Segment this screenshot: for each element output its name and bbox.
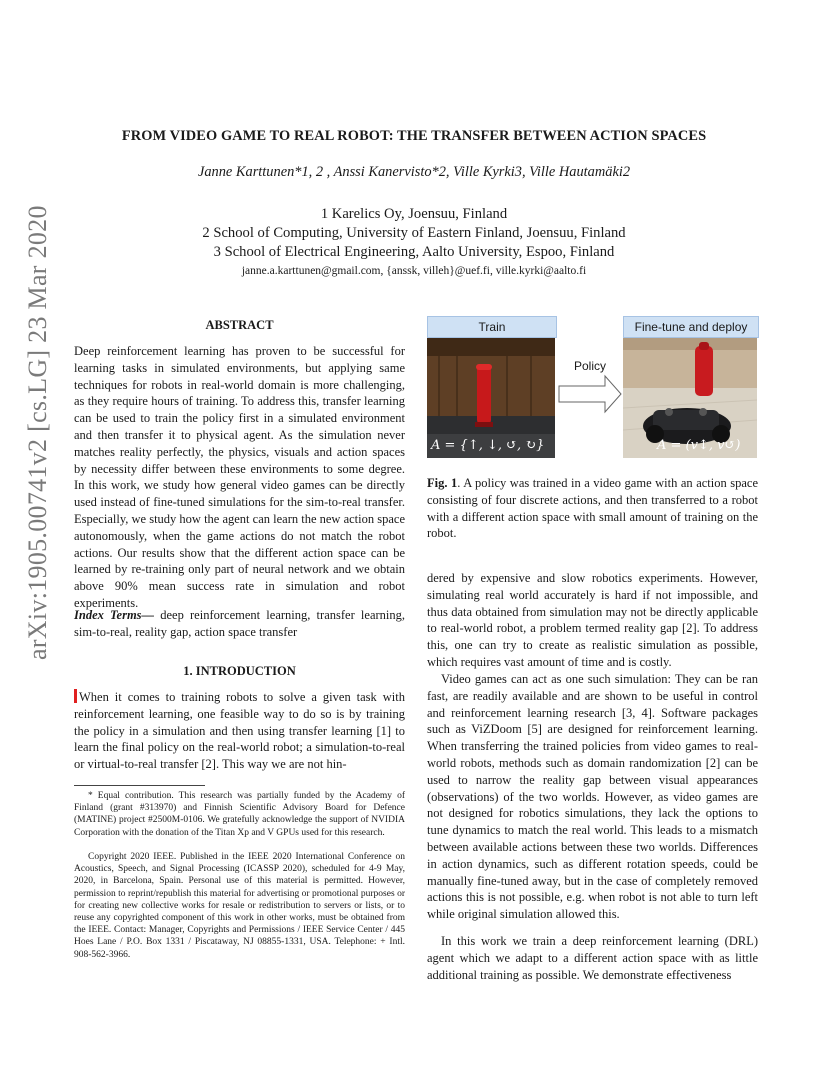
policy-label: Policy (574, 359, 607, 373)
cursor-marker (74, 689, 77, 703)
affiliation-1: 1 Karelics Oy, Joensuu, Finland (320, 206, 508, 222)
train-label: Train (427, 316, 557, 338)
right-paragraph-3: In this work we train a deep reinforcement learning (DRL) agent which we adapt to a different action space with as little additional training as possible. We demonstrate effectiveness (427, 934, 758, 982)
robot-action-space: A = (v↕, v↺) (657, 438, 741, 453)
affiliation-2: 2 School of Computing, University of Eastern Finland, Joensuu, Finland (202, 225, 626, 241)
index-terms (74, 607, 405, 641)
game-action-space: A = {↑, ↓, ↺, ↻} (431, 438, 545, 453)
robot-photo (623, 338, 757, 458)
footnote-copyright: Copyright 2020 IEEE. Published in the IEEE 2020 International Conference on Acoustics, Speech, and Signal Processing (ICASSP 2020), scheduled for 4-9 May, 2020, in Barcelona, Spain. Personal use of this material is permitted. However, permission to reprint/republish this material for advertising or promotional purposes or for creating new collective works for resale or redistribution to servers or lists, or to reuse any copyrighted component of this work in other works, must be obtained from the IEEE. Contact: Manager, Copyrights and Permissions / IEEE Service Center / 445 Hoes Lane / P.O. Box 1331 / Piscataway, NJ 08855-1331, USA. Telephone: + Intl. 908-562-3966. (74, 852, 405, 960)
footnote-rule (74, 785, 205, 786)
deploy-label: Fine-tune and deploy (623, 316, 759, 338)
paper-title: FROM VIDEO GAME TO REAL ROBOT: THE TRANSFER BETWEEN ACTION SPACES (121, 128, 707, 144)
footnote-equal-contribution: * Equal contribution. This research was partially funded by the Academy of Finland (grant #313970) and Finnish Scientific Advisory Board for Defence (MATINE) project #2500M-0106. We gratefully acknowledge the support of NVIDIA Corporation with the donation of the Titan Xp and V GPUs used for this research. (74, 791, 405, 838)
abstract-text: Deep reinforcement learning has proven to be successful for learning tasks in simulated environments, but applying same techniques for robots in real-world domain is more challenging, as they require hours of training. To address this, transfer learning can be used to train the policy first in a simulated environment and then transfer it to physical agent. As the simulation never matches reality perfectly, the physics, visuals and action spaces by necessity differ between these environments to some degree. In this work, we study how general video games can be directly used instead of fine-tuned simulations for the sim-to-real transfer. Especially, we study how the agent can learn the new action space autonomously, when the game actions do not match the robot actions. Our results show that the different action space can be learned by re-training only part of neural network and we obtain above 90% mean success rate in simulation and robot experiments. (74, 344, 406, 610)
introduction-heading: 1. INTRODUCTION (183, 664, 296, 678)
figure-1-caption (427, 475, 758, 542)
figure-caption-label: Fig. 1 (427, 476, 458, 490)
abstract-heading: ABSTRACT (205, 318, 274, 332)
author-emails: janne.a.karttunen@gmail.com, {anssk, villeh}@uef.fi, ville.kyrki@aalto.fi (241, 265, 587, 277)
right-paragraph-1: dered by expensive and slow robotics experiments. However, simulating real world accurately is hard if not impossible, and thus data obtained from simulation may not be directly applicable to real-world robot, a problem termed reality gap [2]. To address this, one can try to create as realistic simulation as possible, which requires vast amount of time and is costly. (427, 571, 758, 669)
figure-caption-text: . A policy was trained in a video game with an action space consisting of four discrete actions, and then transferred to a robot with a different action space with small amount of training on the robot. (427, 476, 759, 541)
figure-1 (427, 314, 758, 464)
affiliation-3: 3 School of Electrical Engineering, Aalto University, Espoo, Finland (213, 244, 615, 260)
right-paragraph-2: Video games can act as one such simulation: They can be ran fast, are readily available and are shown to be useful in control and reinforcement learning research [3, 4]. Software packages such as ViZDoom [5] are designed for reinforcement learning. When transferring the trained policies from video games to real-world robots, methods such as domain randomization [2] can be used to narrow the reality gap between visual appearances (observations) of the two worlds. However, as video games are not designed for robotics simulations, they lack the options to tune dynamics to match the real world. This leads to a mismatch between available actions between these two worlds. Differences in action dynamics, such as different rotation speeds, could be manually fine-tuned away, but in the case of completely removed actions this is not possible, e.g. when robot is not able to turn left while original simulation allowed this. (427, 672, 758, 922)
author-list: Janne Karttunen*1, 2 , Anssi Kanervisto*2, Ville Kyrki3, Ville Hautamäki2 (197, 164, 631, 180)
game-screenshot (427, 338, 555, 458)
arxiv-sidebar: arXiv:1905.00741v2 [cs.LG] 23 Mar 2020 (23, 205, 52, 660)
index-terms-label: Index Terms— (74, 608, 155, 622)
intro-paragraph (74, 689, 405, 773)
intro-paragraph-text: When it comes to training robots to solve a given task with reinforcement learning, one feasible way to do so is by training the policy in a simulation and then using transfer learning [1] to learn the final policy on the real-world robot; a simulation-to-real or virtual-to-real transfer [2]. This way we are not hin- (74, 690, 405, 772)
index-terms-text: deep reinforcement learning, transfer learning, sim-to-real, reality gap, action space transfer (74, 608, 405, 639)
